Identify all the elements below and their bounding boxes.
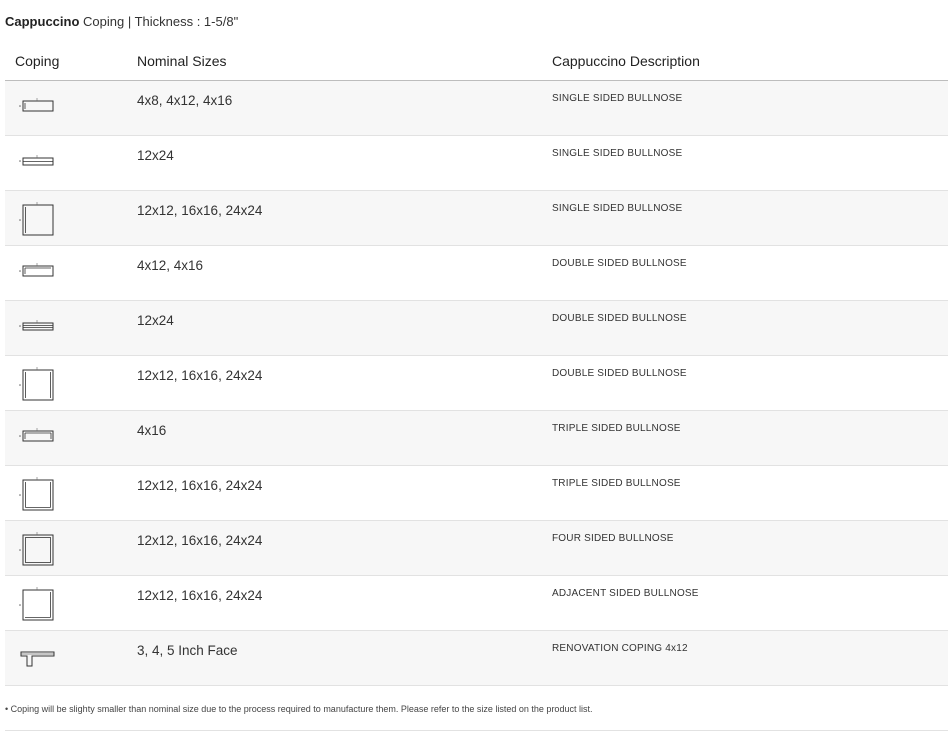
sizes-cell [137,356,552,411]
coping-description: ADJACENT SIDED BULLNOSE [552,588,699,599]
coping-icon-cell [5,246,137,301]
coping-description: FOUR SIDED BULLNOSE [552,533,674,544]
coping-description: SINGLE SIDED BULLNOSE [552,148,683,159]
rect-double-bullnose-icon [17,246,57,286]
table-row [5,81,948,136]
square-triple-bullnose-icon [17,466,57,512]
coping-description: TRIPLE SIDED BULLNOSE [552,478,681,489]
table-row [5,576,948,631]
description-cell [552,301,948,356]
description-cell [552,631,948,686]
nominal-sizes: 12x24 [137,148,174,163]
sizes-cell [137,631,552,686]
square-adjacent-bullnose-icon [17,576,57,622]
coping-description: DOUBLE SIDED BULLNOSE [552,313,687,324]
column-header-coping: Coping [5,42,137,81]
flat-bullnose-icon [17,136,57,176]
sizes-cell [137,466,552,521]
nominal-sizes: 12x12, 16x16, 24x24 [137,478,263,493]
nominal-sizes: 4x16 [137,423,167,438]
square-bullnose-icon [17,191,57,237]
nominal-sizes: 4x12, 4x16 [137,258,204,273]
description-cell [552,521,948,576]
coping-icon-cell [5,356,137,411]
description-cell [552,246,948,301]
coping-description: RENOVATION COPING 4x12 [552,643,688,654]
table-row [5,411,948,466]
sizes-cell [137,301,552,356]
nominal-sizes: 3, 4, 5 Inch Face [137,643,238,658]
description-cell [552,356,948,411]
nominal-sizes: 12x12, 16x16, 24x24 [137,533,263,548]
description-cell [552,191,948,246]
table-row [5,136,948,191]
square-double-bullnose-icon [17,356,57,402]
rect-bullnose-icon [17,81,57,121]
footnote: • Coping will be slighty smaller than nominal size due to the process required to manufacture them. Please refer to the size listed on the product list. [5,688,948,731]
nominal-sizes: 12x12, 16x16, 24x24 [137,588,263,603]
description-cell [552,466,948,521]
coping-table [5,42,948,686]
nominal-sizes: 12x12, 16x16, 24x24 [137,368,263,383]
description-cell [552,576,948,631]
sizes-cell [137,521,552,576]
nominal-sizes: 12x12, 16x16, 24x24 [137,203,263,218]
coping-description: TRIPLE SIDED BULLNOSE [552,423,681,434]
flat-double-bullnose-icon [17,301,57,341]
brand-name: Cappuccino [5,14,80,29]
table-row [5,191,948,246]
table-row [5,246,948,301]
table-row [5,521,948,576]
table-row [5,356,948,411]
nominal-sizes: 12x24 [137,313,174,328]
square-four-bullnose-icon [17,521,57,567]
sizes-cell [137,576,552,631]
coping-icon-cell [5,191,137,246]
sizes-cell [137,411,552,466]
coping-description: DOUBLE SIDED BULLNOSE [552,258,687,269]
sizes-cell [137,81,552,136]
description-cell [552,411,948,466]
sizes-cell [137,136,552,191]
column-header-sizes: Nominal Sizes [137,42,552,81]
coping-icon-cell [5,521,137,576]
page-title [5,14,238,29]
table-row [5,466,948,521]
sizes-cell [137,191,552,246]
description-cell [552,81,948,136]
coping-icon-cell [5,301,137,356]
nominal-sizes: 4x8, 4x12, 4x16 [137,93,233,108]
table-row [5,631,948,686]
coping-icon-cell [5,81,137,136]
coping-icon-cell [5,631,137,686]
coping-description: SINGLE SIDED BULLNOSE [552,93,683,104]
coping-icon-cell [5,136,137,191]
table-header-row [5,42,948,81]
coping-icon-cell [5,576,137,631]
rect-triple-bullnose-icon [17,411,57,451]
title-rest: Coping | Thickness : 1-5/8" [79,14,239,29]
coping-icon-cell [5,411,137,466]
coping-description: SINGLE SIDED BULLNOSE [552,203,683,214]
sizes-cell [137,246,552,301]
column-header-description: Cappuccino Description [552,42,948,81]
description-cell [552,136,948,191]
coping-description: DOUBLE SIDED BULLNOSE [552,368,687,379]
renovation-coping-icon [17,631,57,677]
coping-icon-cell [5,466,137,521]
table-row [5,301,948,356]
